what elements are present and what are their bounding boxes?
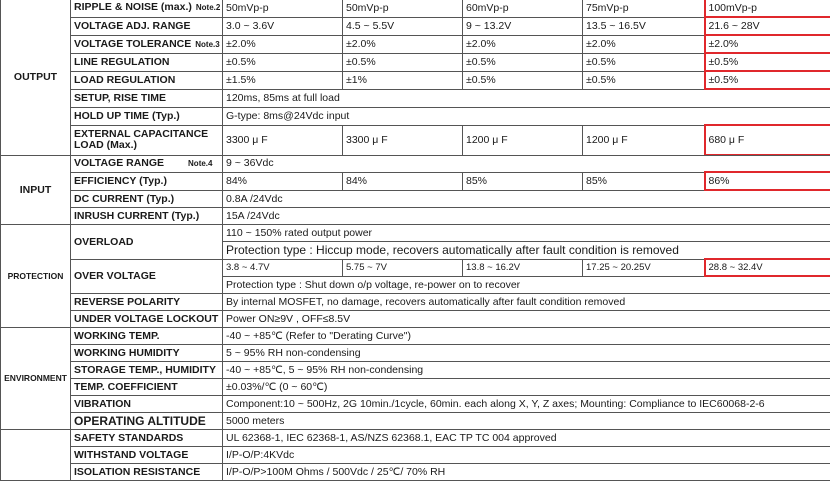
row-setup [1,89,830,107]
cell-vtol-4: ±2.0% [583,35,705,53]
cell-holdup: G-type: 8ms@24Vdc input [223,107,830,125]
label-reverse: REVERSE POLARITY [71,293,223,310]
label-inrush: INRUSH CURRENT (Typ.) [71,207,223,224]
cell-withstand: I/P-O/P:4KVdc [223,446,830,463]
cell-extcap-4: 1200 μ F [583,125,705,155]
label-setup: SETUP, RISE TIME [71,89,223,107]
label-vtol [71,35,223,53]
cell-setup: 120ms, 85ms at full load [223,89,830,107]
label-tempco: TEMP. COEFFICIENT [71,378,223,395]
cell-uvlo: Power ON≥9V , OFF≤8.5V [223,310,830,327]
label-vibration: VIBRATION [71,395,223,412]
cell-isolation: I/P-O/P>100M Ohms / 500Vdc / 25℃/ 70% RH [223,463,830,480]
cell-eff-1: 84% [223,172,343,190]
cell-extcap-2: 3300 μ F [343,125,463,155]
row-loadreg [1,71,830,89]
row-tempco [1,378,830,395]
cell-vadj-4: 13.5 ~ 16.5V [583,17,705,35]
label-dc: DC CURRENT (Typ.) [71,190,223,207]
label-worktemp: WORKING TEMP. [71,327,223,344]
cell-ovp-4: 17.25 ~ 20.25V [583,259,705,276]
cell-altitude: 5000 meters [223,412,830,429]
group-safety [1,429,71,480]
label-holdup: HOLD UP TIME (Typ.) [71,107,223,125]
cell-worktemp: -40 ~ +85℃ (Refer to "Derating Curve") [223,327,830,344]
cell-vtol-5: ±2.0% [705,35,830,53]
label-isolation: ISOLATION RESISTANCE [71,463,223,480]
row-vibration [1,395,830,412]
cell-vadj-5: 21.6 ~ 28V [705,17,830,35]
cell-loadreg-5: ±0.5% [705,71,830,89]
group-protection: PROTECTION [1,224,71,327]
cell-ripple-5: 100mVp-p [705,0,830,17]
cell-eff-2: 84% [343,172,463,190]
row-withstand [1,446,830,463]
group-input: INPUT [1,155,71,224]
label-ovp: OVER VOLTAGE [71,259,223,293]
cell-ovp-2: 5.75 ~ 7V [343,259,463,276]
label-ripple [71,0,223,17]
label-extcap-line2: LOAD (Max.) [74,139,137,151]
label-eff: EFFICIENCY (Typ.) [71,172,223,190]
row-eff [1,172,830,190]
row-standards [1,429,830,446]
label-linereg: LINE REGULATION [71,53,223,71]
note-vrange: Note.4 [188,159,213,168]
label-storage: STORAGE TEMP., HUMIDITY [71,361,223,378]
label-loadreg: LOAD REGULATION [71,71,223,89]
cell-extcap-1: 3300 μ F [223,125,343,155]
cell-overload-2: Protection type : Hiccup mode, recovers automatically after fault condition is removed [223,241,830,259]
cell-ovp-5: 28.8 ~ 32.4V [705,259,830,276]
cell-loadreg-2: ±1% [343,71,463,89]
cell-loadreg-1: ±1.5% [223,71,343,89]
cell-eff-3: 85% [463,172,583,190]
cell-ripple-2: 50mVp-p [343,0,463,17]
row-ovp-1 [1,259,830,276]
cell-loadreg-4: ±0.5% [583,71,705,89]
cell-vtol-2: ±2.0% [343,35,463,53]
row-extcap [1,125,830,155]
row-worktemp [1,327,830,344]
row-vtol [1,35,830,53]
cell-dc: 0.8A /24Vdc [223,190,830,207]
note-vtol: Note.3 [195,39,220,49]
label-ripple-text: RIPPLE & NOISE (max.) [74,1,192,13]
label-withstand: WITHSTAND VOLTAGE [71,446,223,463]
cell-eff-5: 86% [705,172,830,190]
cell-vadj-3: 9 ~ 13.2V [463,17,583,35]
cell-overload-1: 110 ~ 150% rated output power [223,224,830,241]
cell-standards: UL 62368-1, IEC 62368-1, AS/NZS 62368.1, EAC TP TC 004 approved [223,429,830,446]
cell-eff-4: 85% [583,172,705,190]
row-linereg [1,53,830,71]
cell-vadj-2: 4.5 ~ 5.5V [343,17,463,35]
cell-vtol-3: ±2.0% [463,35,583,53]
cell-ripple-3: 60mVp-p [463,0,583,17]
row-overload-1 [1,224,830,241]
label-altitude: OPERATING ALTITUDE [71,412,223,429]
cell-vibration: Component:10 ~ 500Hz, 2G 10min./1cycle, 60min. each along X, Y, Z axes; Mounting: Compliance to IEC60068-2-6 [223,395,830,412]
row-workhum [1,344,830,361]
row-inrush [1,207,830,224]
row-dc [1,190,830,207]
row-ripple [1,0,830,17]
label-vtol-text: VOLTAGE TOLERANCE [74,37,192,50]
label-vrange [71,155,223,172]
label-overload: OVERLOAD [71,224,223,259]
cell-linereg-3: ±0.5% [463,53,583,71]
row-altitude [1,412,830,429]
row-storage [1,361,830,378]
cell-ovp-1: 3.8 ~ 4.7V [223,259,343,276]
label-uvlo: UNDER VOLTAGE LOCKOUT [71,310,223,327]
cell-vrange: 9 ~ 36Vdc [223,155,830,172]
cell-ovp-type: Protection type : Shut down o/p voltage, re-power on to recover [223,276,830,293]
label-standards: SAFETY STANDARDS [71,429,223,446]
cell-linereg-4: ±0.5% [583,53,705,71]
row-uvlo [1,310,830,327]
cell-inrush: 15A /24Vdc [223,207,830,224]
cell-vadj-1: 3.0 ~ 3.6V [223,17,343,35]
cell-extcap-3: 1200 μ F [463,125,583,155]
cell-linereg-2: ±0.5% [343,53,463,71]
row-vrange [1,155,830,172]
cell-ovp-3: 13.8 ~ 16.2V [463,259,583,276]
cell-extcap-5: 680 μ F [705,125,830,155]
cell-linereg-5: ±0.5% [705,53,830,71]
cell-linereg-1: ±0.5% [223,53,343,71]
label-vadj: VOLTAGE ADJ. RANGE [71,17,223,35]
cell-workhum: 5 ~ 95% RH non-condensing [223,344,830,361]
cell-tempco: ±0.03%/℃ (0 ~ 60℃) [223,378,830,395]
note-ripple: Note.2 [195,3,221,12]
cell-reverse: By internal MOSFET, no damage, recovers automatically after fault condition removed [223,293,830,310]
cell-storage: -40 ~ +85℃, 5 ~ 95% RH non-condensing [223,361,830,378]
row-vadj [1,17,830,35]
row-isolation [1,463,830,480]
cell-vtol-1: ±2.0% [223,35,343,53]
group-output: OUTPUT [1,0,71,155]
label-extcap-line1: EXTERNAL CAPACITANCE [74,128,209,140]
group-environment: ENVIRONMENT [1,327,71,429]
cell-ripple-1: 50mVp-p [223,0,343,17]
label-extcap [71,125,223,155]
cell-loadreg-3: ±0.5% [463,71,583,89]
cell-ripple-4: 75mVp-p [583,0,705,17]
label-vrange-text: VOLTAGE RANGE [74,157,165,169]
row-holdup [1,107,830,125]
label-workhum: WORKING HUMIDITY [71,344,223,361]
row-reverse [1,293,830,310]
